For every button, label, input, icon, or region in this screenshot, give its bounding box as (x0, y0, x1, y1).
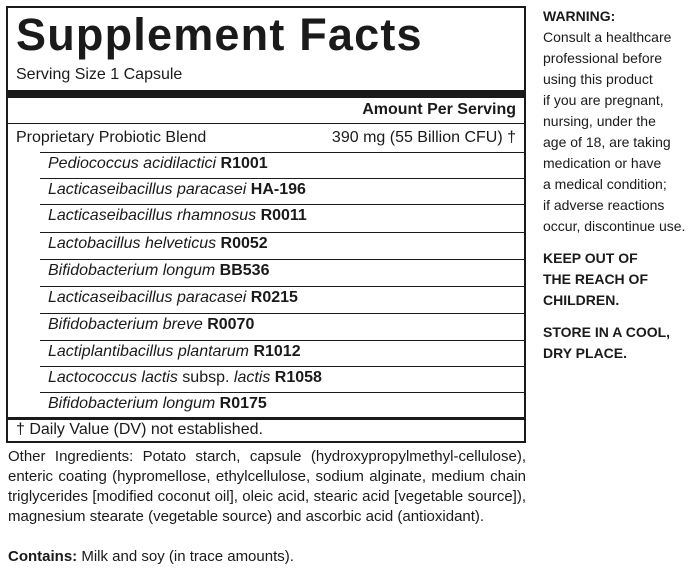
strain-species: Bifidobacterium longum (48, 262, 216, 279)
warning-line: if adverse reactions (543, 197, 665, 213)
strain-species: Lactobacillus helveticus (48, 235, 217, 252)
strain-code: R1001 (220, 155, 268, 172)
strain-species: Lactiplantibacillus plantarum (48, 343, 249, 360)
strain-species: Pediococcus acidilactici (48, 155, 217, 172)
serving-size: Serving Size 1 Capsule (16, 66, 183, 83)
warning-column (543, 6, 699, 364)
strain-code: R0070 (207, 316, 255, 333)
strain-code: R1058 (274, 369, 322, 386)
blend-amount: 390 mg (55 Billion CFU) † (331, 129, 516, 146)
strain-species: Bifidobacterium longum (48, 395, 216, 412)
amount-per-serving-header: Amount Per Serving (362, 101, 516, 118)
warning-title: WARNING: (543, 8, 616, 24)
strain-species: Lacticaseibacillus paracasei (48, 289, 247, 306)
warning-line: a medical condition; (543, 176, 667, 192)
warning-line: CHILDREN. (543, 292, 620, 308)
dv-footnote: † Daily Value (DV) not established. (16, 421, 263, 438)
strain-code: R0175 (219, 395, 267, 412)
warning-line: KEEP OUT OF (543, 250, 638, 266)
strain-row (48, 287, 298, 309)
contains-statement (8, 547, 294, 567)
strain-row (48, 233, 268, 255)
strain-species: Lactococcus lactis (48, 369, 178, 386)
warning-line: professional before (543, 50, 663, 66)
strain-row (48, 341, 301, 363)
strain-row (48, 367, 322, 389)
strain-row (48, 153, 268, 175)
strain-code: BB536 (219, 262, 270, 279)
warning-line: THE REACH OF (543, 271, 648, 287)
strain-row (48, 393, 267, 415)
strain-code: R0052 (220, 235, 268, 252)
contains-text: Milk and soy (in trace amounts). (77, 548, 294, 565)
warning-line: if you are pregnant, (543, 92, 664, 108)
strain-species: Lacticaseibacillus paracasei (48, 181, 247, 198)
warning-line: medication or have (543, 155, 662, 171)
warning-line: using this product (543, 71, 653, 87)
supplement-facts-panel (6, 6, 526, 443)
strain-row (48, 179, 306, 201)
warning-line: occur, discontinue use. (543, 218, 686, 234)
strain-row (48, 205, 307, 227)
panel-title: Supplement Facts (16, 9, 423, 60)
strain-species: Lacticaseibacillus rhamnosus (48, 207, 257, 224)
blend-name: Proprietary Probiotic Blend (16, 129, 207, 146)
strain-row (48, 314, 254, 336)
thick-divider (8, 90, 524, 98)
warning-line: STORE IN A COOL, (543, 324, 671, 340)
storage-instruction (543, 322, 699, 364)
warning-line: Consult a healthcare (543, 29, 672, 45)
strain-code: R0215 (250, 289, 298, 306)
warning-line: nursing, under the (543, 113, 656, 129)
strain-code: R0011 (260, 207, 307, 224)
divider (8, 123, 524, 124)
strain-code: HA-196 (250, 181, 306, 198)
keep-out-warning (543, 248, 699, 311)
warning-line: DRY PLACE. (543, 345, 628, 361)
warning-line: age of 18, are taking (543, 134, 671, 150)
strain-code: R1012 (253, 343, 301, 360)
strain-row (48, 260, 269, 282)
strain-species: Bifidobacterium breve (48, 316, 203, 333)
other-ingredients: Other Ingredients: Potato starch, capsule (hydroxypropylmethyl-cellulose), enteric coating (hypromellose, ethylcellulose, sodium alginate, medium chain triglycerides [modified coconut oil], oleic acid, stearic acid [vegetable source]), magnesium stearate (vegetable source) and ascorbic acid (antioxidant). (8, 448, 526, 525)
contains-label: Contains: (8, 548, 78, 565)
strain-subspecies: lactis (233, 369, 271, 386)
strain-subsp: subsp. (182, 369, 230, 386)
